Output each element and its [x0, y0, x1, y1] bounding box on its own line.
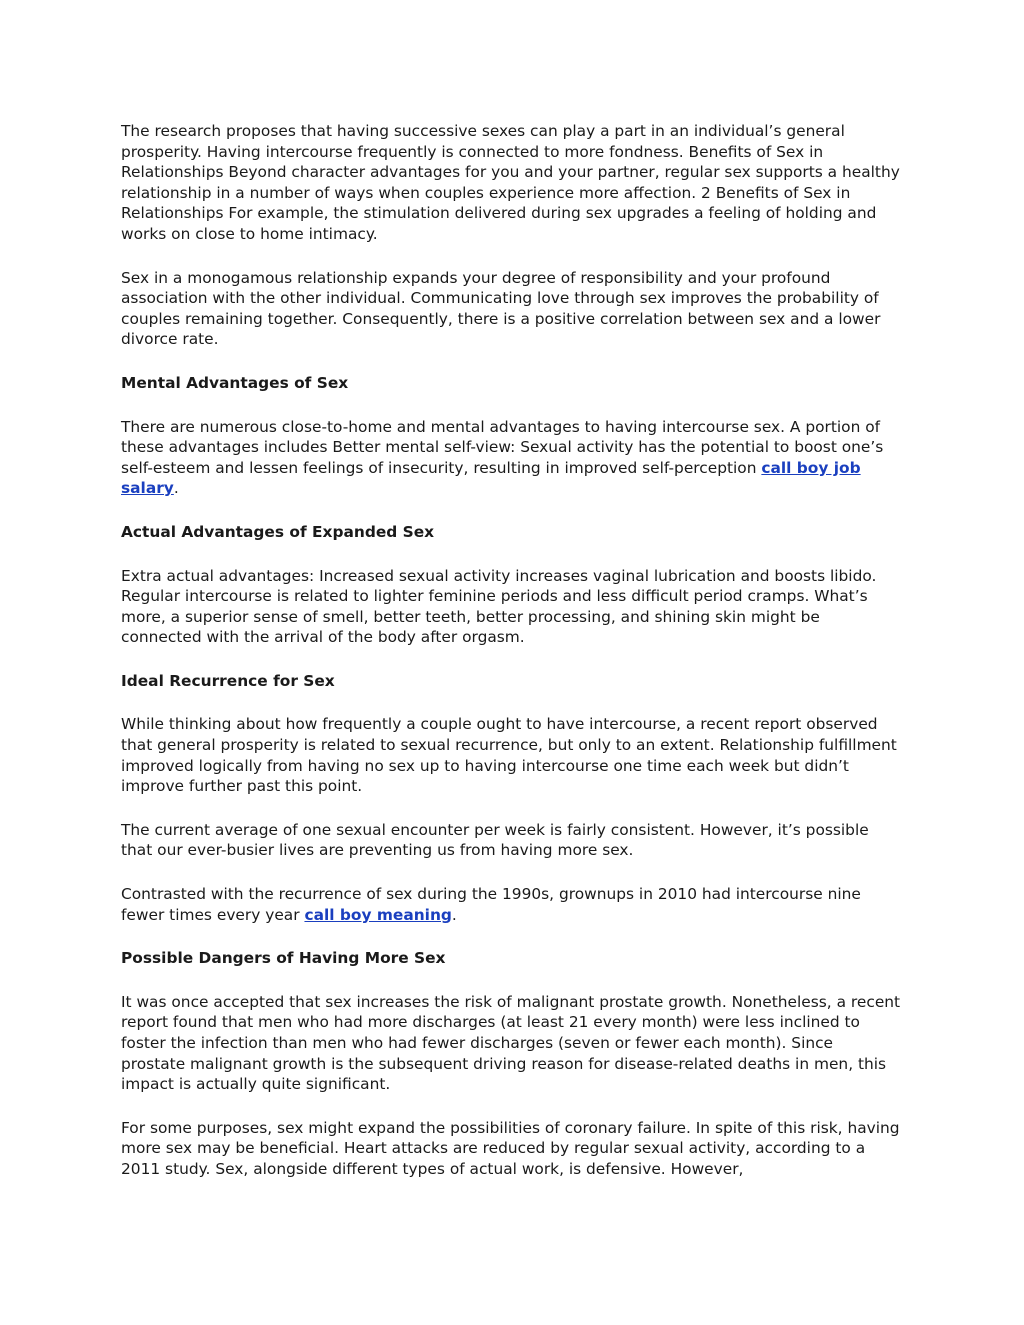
paragraph-contrasted-text: Contrasted with the recurrence of sex during the 1990s, grownups in 2010 had intercourse nine fewer times every year — [121, 885, 861, 924]
paragraph-mental — [121, 417, 901, 499]
paragraph-prostate: It was once accepted that sex increases the risk of malignant prostate growth. Nonetheless, a recent report found that men who had more discharges (at least 21 every month) were less inclined to foster the infection than men who had fewer discharges (seven or fewer each month). Since prostate malignant growth is the subsequent driving reason for disease-related deaths in men, this impact is actually quite significant. — [121, 992, 901, 1094]
document-page — [121, 121, 901, 1203]
call-boy-meaning-link[interactable]: call boy meaning — [304, 905, 452, 924]
paragraph-contrasted-end: . — [451, 905, 457, 924]
paragraph-ideal: While thinking about how frequently a couple ought to have intercourse, a recent report observed that general prosperity is related to sexual recurrence, but only to an extent. Relationship fulfillment improved logically from having no sex up to having intercourse one time each week but didn’t improve further past this point. — [121, 715, 897, 796]
paragraph-intro: The research proposes that having successive sexes can play a part in an individual’s general prosperity. Having intercourse frequently is connected to more fondness. Benefits of Sex in Relationships Beyond character advantages for you and your partner, regular sex supports a healthy relationship in a number of ways when couples experience more affection. 2 Benefits of Sex in Relationships For example, the stimulation delivered during sex upgrades a feeling of holding and works on close to home intimacy. — [121, 122, 900, 243]
paragraph-mental-end: . — [173, 479, 179, 498]
call-boy-job-salary-link[interactable]: call boy job salary — [121, 458, 861, 498]
paragraph-current-average: The current average of one sexual encounter per week is fairly consistent. However, it’s possible that our ever-busier lives are preventing us from having more sex. — [121, 820, 869, 860]
paragraph-actual: Extra actual advantages: Increased sexual activity increases vaginal lubrication and boosts libido. Regular intercourse is related to lighter feminine periods and less difficult period cramps. What’s more, a superior sense of smell, better teeth, better processing, and shining skin might be connected with the arrival of the body after orgasm. — [121, 566, 877, 647]
paragraph-contrasted — [121, 884, 901, 925]
paragraph-coronary: For some purposes, sex might expand the possibilities of coronary failure. In spite of this risk, having more sex may be beneficial. Heart attacks are reduced by regular sexual activity, according to a 2011 study. Sex, alongside different types of actual work, is defensive. However, — [121, 1118, 900, 1178]
paragraph-monogamous: Sex in a monogamous relationship expands your degree of responsibility and your profound association with the other individual. Communicating love through sex improves the probability of couples remaining together. Consequently, there is a positive correlation between sex and a lower divorce rate. — [121, 268, 881, 349]
heading-ideal-recurrence: Ideal Recurrence for Sex — [121, 671, 335, 690]
heading-actual-advantages: Actual Advantages of Expanded Sex — [121, 522, 435, 541]
heading-mental-advantages: Mental Advantages of Sex — [121, 373, 349, 392]
paragraph-mental-text: There are numerous close-to-home and mental advantages to having intercourse sex. A portion of these advantages includes Better mental self-view: Sexual activity has the potential to boost one’s self-esteem and lessen feelings of insecurity, resulting in improved self-perception — [121, 417, 884, 477]
heading-possible-dangers: Possible Dangers of Having More Sex — [121, 949, 446, 968]
